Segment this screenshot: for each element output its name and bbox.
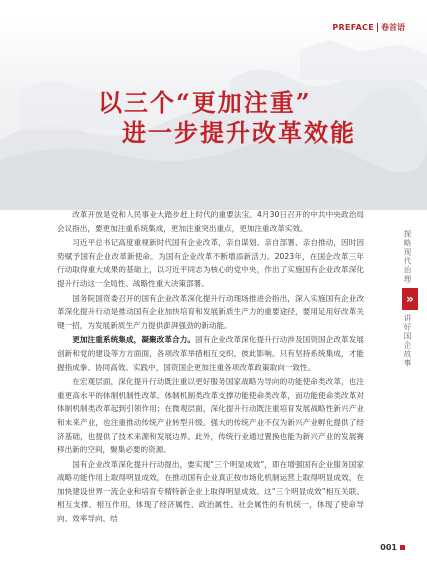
side-label bbox=[401, 230, 413, 368]
section-tag-cn: 卷首语 bbox=[381, 22, 405, 32]
side-label-top: 探略现代治理 bbox=[403, 230, 412, 284]
chevron-right-icon: » bbox=[402, 288, 418, 310]
page-number bbox=[380, 543, 405, 552]
page-number-marker bbox=[400, 545, 405, 550]
page-number-text: 001 bbox=[380, 543, 397, 552]
paragraph-1: 改革开放是党和人民事业大踏步赶上时代的重要法宝。4月30日召开的中共中央政治局会议指出，要更加注重系统集成，更加注重突出重点，更加注重改革实效。 bbox=[57, 210, 364, 233]
paragraph-2: 习近平总书记高度重视新时代国有企业改革，亲自谋划、亲自部署、亲自推动，因时因势赋予国有企业改革新使命。为国有企业改革不断增添新活力。2023年，在国企改革三年行动取得重大成果的基础上，以习近平同志为核心的党中央，作出了实施国有企业改革深化提升行动这一全局性、战略性重大决策部署。 bbox=[57, 238, 364, 288]
paragraph-6: 国有企业改革深化提升行动提出，要实现“三个明显成效”，即在增强国有企业服务国家战略功能作用上取得明显成效，在推动国有企业真正按市场化机制运营上取得明显成效，在加快建设世界一流企业和培育专精特新企业上取得明显成效。这“三个明显成效”相互关联、相互支撑、相互作用，体现了经济属性、政治属性、社会属性的有机统一，体现了使命导向、效率导向、结 bbox=[57, 459, 364, 524]
paragraph-4 bbox=[57, 333, 364, 374]
article-body bbox=[57, 208, 364, 526]
side-label-bottom: 讲好国企故事 bbox=[403, 314, 412, 368]
paragraph-4-text: 国有企业改革深化提升行动涉及国资国企改革发展创新和党的建设等方方面面，各项改革举措相互交织、彼此影响。只有坚持系统集成，才能握指成拳、协同高效。实践中，国资国企更加注重各项改革政策取向一致性。 bbox=[57, 335, 364, 372]
section-tag bbox=[332, 20, 405, 34]
section-tag-en: PREFACE bbox=[332, 22, 374, 32]
title-line-2: 进一步提升改革效能 bbox=[122, 118, 356, 147]
article-title bbox=[98, 88, 356, 148]
title-line-1: 以三个“更加注重” bbox=[98, 88, 312, 117]
paragraph-4-lead: 更加注重系统集成，凝聚改革合力。 bbox=[72, 335, 196, 345]
paragraph-3: 国务院国资委召开的国有企业改革深化提升行动现场推进会指出，深入实施国有企业改革深化提升行动是推动国有企业加快培育和发展新质生产力的重要途径，要用足用好改革关键一招，为发展新质生产力提供澎湃强劲的新动能。 bbox=[57, 293, 364, 330]
paragraph-5: 在宏观层面，深化提升行动既注重以更好服务国家战略为导向的功能使命类改革，也注重更高水平的体制机制性改革。体制机制类改革支撑功能使命类改革，而功能使命类改革对体制机制类改革起到引领作用；在微观层面，深化提升行动既注重培育发展战略性新兴产业和未来产业，也注重推动传统产业转型升级。强大的传统产业不仅为新兴产业孵化提供了经济基础，也提供了技术来源和发展边界。此外，传统行业通过置换也能为新兴产业的发展赛移出新的空间，聚集必要的资源。 bbox=[57, 377, 364, 455]
tag-divider bbox=[377, 23, 378, 32]
